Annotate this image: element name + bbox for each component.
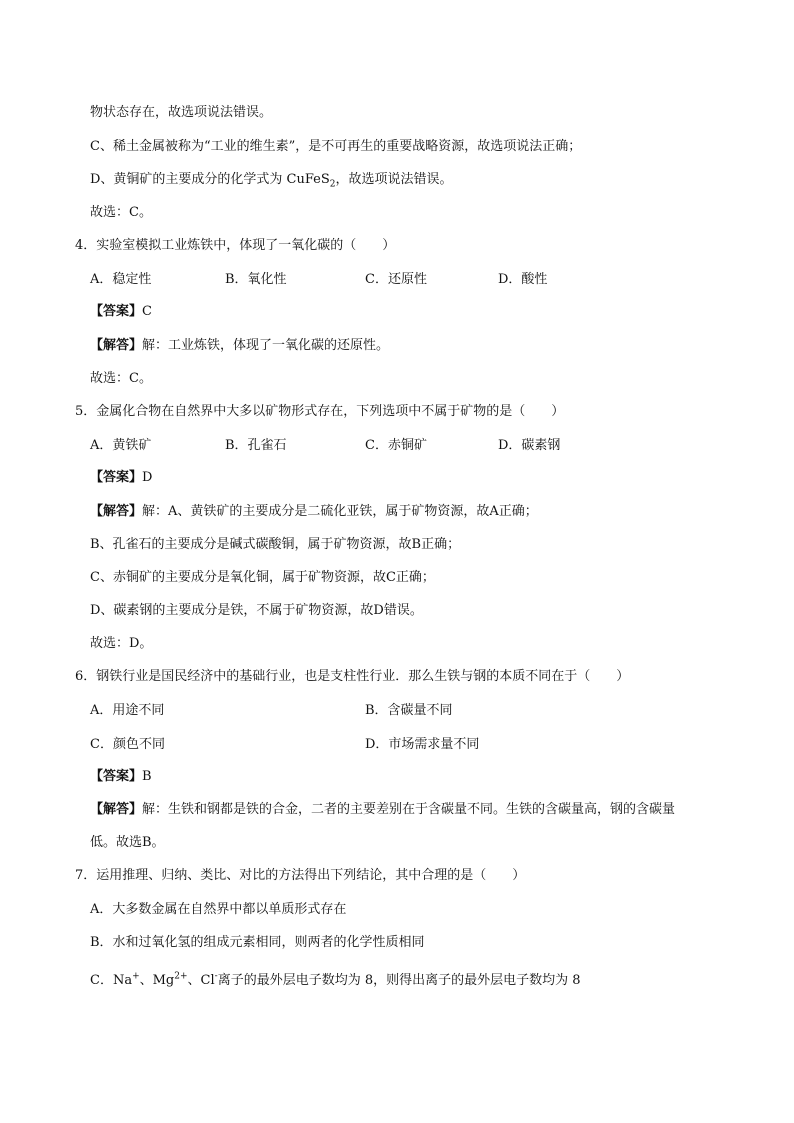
q5-explain-tag: 【解答】: [90, 504, 143, 519]
prev-line-2: C、稀土金属被称为“工业的维生素”，是不可再生的重要战略资源，故选项说法正确；: [90, 139, 582, 154]
prev-line-1: 物状态存在，故选项说法错误。: [90, 105, 273, 120]
q5-explain-1: [90, 503, 538, 521]
q4-stem: 4．实验室模拟工业炼铁中，体现了一氧化碳的（ ）: [75, 238, 396, 253]
prev-line-3-text: D、黄铜矿的主要成分的化学式为 CuFeS: [90, 172, 330, 187]
q6-option-c: C．颜色不同: [90, 737, 165, 752]
q4-option-c: C．还原性: [365, 272, 427, 287]
q5-option-c: C．赤铜矿: [365, 438, 427, 453]
q6-stem: 6．钢铁行业是国民经济中的基础行业，也是支柱性行业．那么生铁与钢的本质不同在于（ ）: [75, 669, 630, 684]
q7-option-c-sup-3: -: [214, 971, 218, 982]
q7-option-c-sup-1: +: [132, 971, 140, 982]
q6-option-b: B．含碳量不同: [365, 703, 453, 718]
q5-explain-2: B、孔雀石的主要成分是碱式碳酸铜，属于矿物资源，故B正确；: [90, 537, 461, 552]
q7-option-c-text-4: 离子的最外层电子数均为 8，则得出离子的最外层电子数均为 8: [217, 973, 581, 988]
q5-option-d: D．碳素钢: [498, 438, 561, 453]
q4-answer: [90, 303, 152, 321]
q5-answer-value: D: [142, 470, 153, 485]
prev-line-3-tail: ，故选项说法错误。: [335, 172, 453, 187]
q7-option-b: B．水和过氧化氢的组成元素相同，则两者的化学性质相同: [90, 935, 425, 950]
prev-line-3: [90, 171, 453, 189]
q6-option-d: D．市场需求量不同: [365, 737, 480, 752]
q6-answer: [90, 768, 152, 786]
q6-answer-value: B: [142, 769, 152, 784]
q4-answer-value: C: [142, 304, 152, 319]
q7-option-a: A．大多数金属在自然界中都以单质形式存在: [90, 902, 347, 917]
q4-explain-text: 解：工业炼铁，体现了一氧化碳的还原性。: [142, 338, 390, 353]
q6-explain-1: [90, 801, 675, 819]
q6-explain-2: 低。故选B。: [90, 835, 165, 850]
q5-explain-text-1: 解：A、黄铁矿的主要成分是二硫化亚铁，属于矿物资源，故A正确；: [142, 504, 538, 519]
q6-explain-text-1: 解：生铁和钢都是铁的合金，二者的主要差别在于含碳量不同。生铁的含碳量高，钢的含碳量: [142, 802, 676, 817]
q7-option-c-sup-2: 2+: [174, 971, 188, 982]
q5-stem: 5．金属化合物在自然界中大多以矿物形式存在，下列选项中不属于矿物的是（ ）: [75, 404, 565, 419]
q5-option-b: B．孔雀石: [225, 438, 287, 453]
q7-option-c-text-3: 、Cl: [187, 973, 215, 988]
q5-choice: 故选：D。: [90, 636, 153, 651]
q4-option-b: B．氧化性: [225, 272, 287, 287]
q6-option-a: A．用途不同: [90, 703, 165, 718]
q5-answer: [90, 469, 152, 487]
q4-option-d: D．酸性: [498, 272, 548, 287]
prev-line-3-sub: 2: [329, 179, 336, 190]
prev-choice: 故选：C。: [90, 205, 152, 220]
q5-answer-tag: 【答案】: [90, 470, 143, 485]
q5-explain-3: C、赤铜矿的主要成分是氧化铜，属于矿物资源，故C正确；: [90, 570, 435, 585]
q6-answer-tag: 【答案】: [90, 769, 143, 784]
q5-explain-4: D、碳素钢的主要成分是铁，不属于矿物资源，故D错误。: [90, 603, 423, 618]
q6-explain-tag: 【解答】: [90, 802, 143, 817]
q7-stem: 7．运用推理、归纳、类比、对比的方法得出下列结论，其中合理的是（ ）: [75, 868, 526, 883]
q4-choice: 故选：C。: [90, 371, 152, 386]
q4-answer-tag: 【答案】: [90, 304, 143, 319]
q7-option-c: [90, 972, 581, 990]
q7-option-c-text-1: C．Na: [90, 973, 133, 988]
q7-option-c-text-2: 、Mg: [139, 973, 175, 988]
q4-option-a: A．稳定性: [90, 272, 152, 287]
q4-explain-tag: 【解答】: [90, 338, 143, 353]
q4-explain: [90, 337, 389, 355]
q5-option-a: A．黄铁矿: [90, 438, 152, 453]
